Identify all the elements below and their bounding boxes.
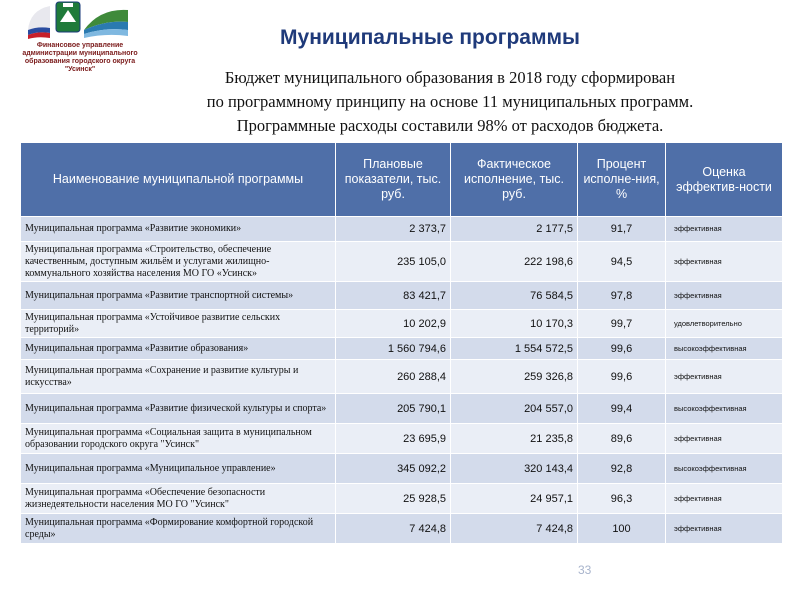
organization-logo bbox=[20, 0, 135, 40]
table-row bbox=[21, 242, 783, 282]
evaluation-cell: эффективная bbox=[666, 217, 783, 242]
fact-value-cell: 259 326,8 bbox=[451, 360, 578, 394]
percent-cell: 99,6 bbox=[578, 338, 666, 360]
fact-value-cell: 222 198,6 bbox=[451, 242, 578, 282]
program-name-cell: Муниципальная программа «Строительство, обеспечение качественным, доступным жильём и услугами жилищно-коммунального хозяйства населения МО ГО «Усинск» bbox=[21, 242, 336, 282]
plan-value-cell: 7 424,8 bbox=[336, 514, 451, 544]
table-body bbox=[21, 217, 783, 544]
intro-line-3: Программные расходы составили 98% от расходов бюджета. bbox=[236, 116, 664, 135]
table-row bbox=[21, 217, 783, 242]
evaluation-cell: эффективная bbox=[666, 424, 783, 454]
plan-value-cell: 25 928,5 bbox=[336, 484, 451, 514]
percent-cell: 97,8 bbox=[578, 282, 666, 310]
percent-cell: 99,6 bbox=[578, 360, 666, 394]
percent-cell: 100 bbox=[578, 514, 666, 544]
table-row bbox=[21, 394, 783, 424]
header-plan: Плановые показатели, тыс. руб. bbox=[336, 143, 451, 217]
fact-value-cell: 10 170,3 bbox=[451, 310, 578, 338]
header-evaluation: Оценка эффектив-ности bbox=[666, 143, 783, 217]
header-percent: Процент исполне-ния, % bbox=[578, 143, 666, 217]
table-row bbox=[21, 424, 783, 454]
evaluation-cell: эффективная bbox=[666, 360, 783, 394]
table-row bbox=[21, 514, 783, 544]
org-line-3: образования городского округа bbox=[24, 58, 136, 65]
evaluation-cell: эффективная bbox=[666, 484, 783, 514]
percent-cell: 91,7 bbox=[578, 217, 666, 242]
fact-value-cell: 21 235,8 bbox=[451, 424, 578, 454]
program-name-cell: Муниципальная программа «Обеспечение безопасности жизнедеятельности населения МО ГО "Усинск" bbox=[21, 484, 336, 514]
program-name-cell: Муниципальная программа «Устойчивое развитие сельских территорий» bbox=[21, 310, 336, 338]
intro-line-2: по программному принципу на основе 11 муниципальных программ. bbox=[206, 92, 694, 111]
page-title: Муниципальные программы bbox=[280, 26, 580, 49]
plan-value-cell: 235 105,0 bbox=[336, 242, 451, 282]
table-row bbox=[21, 310, 783, 338]
fact-value-cell: 24 957,1 bbox=[451, 484, 578, 514]
plan-value-cell: 2 373,7 bbox=[336, 217, 451, 242]
evaluation-cell: высокоэффективная bbox=[666, 454, 783, 484]
program-name-cell: Муниципальная программа «Развитие образования» bbox=[21, 338, 336, 360]
percent-cell: 99,7 bbox=[578, 310, 666, 338]
fact-value-cell: 1 554 572,5 bbox=[451, 338, 578, 360]
plan-value-cell: 23 695,9 bbox=[336, 424, 451, 454]
percent-cell: 94,5 bbox=[578, 242, 666, 282]
percent-cell: 92,8 bbox=[578, 454, 666, 484]
percent-cell: 99,4 bbox=[578, 394, 666, 424]
header-fact: Фактическое исполнение, тыс. руб. bbox=[451, 143, 578, 217]
fact-value-cell: 7 424,8 bbox=[451, 514, 578, 544]
fact-value-cell: 204 557,0 bbox=[451, 394, 578, 424]
intro-line-1: Бюджет муниципального образования в 2018 году сформирован bbox=[224, 68, 676, 87]
evaluation-cell: высокоэффективная bbox=[666, 338, 783, 360]
table-row bbox=[21, 484, 783, 514]
plan-value-cell: 1 560 794,6 bbox=[336, 338, 451, 360]
org-line-4: "Усинск" bbox=[64, 66, 96, 73]
organization-name bbox=[10, 42, 150, 74]
program-name-cell: Муниципальная программа «Социальная защита в муниципальном образовании городского округа "Усинск" bbox=[21, 424, 336, 454]
table-row bbox=[21, 360, 783, 394]
page-number: 33 bbox=[578, 563, 592, 577]
evaluation-cell: эффективная bbox=[666, 242, 783, 282]
percent-cell: 89,6 bbox=[578, 424, 666, 454]
percent-cell: 96,3 bbox=[578, 484, 666, 514]
table-row bbox=[21, 282, 783, 310]
table-header-row bbox=[21, 143, 783, 217]
evaluation-cell: удовлетворительно bbox=[666, 310, 783, 338]
plan-value-cell: 10 202,9 bbox=[336, 310, 451, 338]
program-name-cell: Муниципальная программа «Сохранение и развитие культуры и искусства» bbox=[21, 360, 336, 394]
fact-value-cell: 2 177,5 bbox=[451, 217, 578, 242]
plan-value-cell: 260 288,4 bbox=[336, 360, 451, 394]
org-line-2: администрации муниципального bbox=[22, 50, 138, 57]
evaluation-cell: эффективная bbox=[666, 282, 783, 310]
programs-table bbox=[20, 142, 783, 544]
program-name-cell: Муниципальная программа «Развитие физической культуры и спорта» bbox=[21, 394, 336, 424]
org-line-1: Финансовое управление bbox=[36, 42, 124, 49]
evaluation-cell: высокоэффективная bbox=[666, 394, 783, 424]
program-name-cell: Муниципальная программа «Развитие экономики» bbox=[21, 217, 336, 242]
header-program-name: Наименование муниципальной программы bbox=[21, 143, 336, 217]
plan-value-cell: 83 421,7 bbox=[336, 282, 451, 310]
plan-value-cell: 345 092,2 bbox=[336, 454, 451, 484]
fact-value-cell: 320 143,4 bbox=[451, 454, 578, 484]
program-name-cell: Муниципальная программа «Формирование комфортной городской среды» bbox=[21, 514, 336, 544]
intro-text bbox=[140, 66, 760, 138]
table-row bbox=[21, 338, 783, 360]
plan-value-cell: 205 790,1 bbox=[336, 394, 451, 424]
fact-value-cell: 76 584,5 bbox=[451, 282, 578, 310]
table-row bbox=[21, 454, 783, 484]
program-name-cell: Муниципальная программа «Муниципальное управление» bbox=[21, 454, 336, 484]
program-name-cell: Муниципальная программа «Развитие транспортной системы» bbox=[21, 282, 336, 310]
evaluation-cell: эффективная bbox=[666, 514, 783, 544]
